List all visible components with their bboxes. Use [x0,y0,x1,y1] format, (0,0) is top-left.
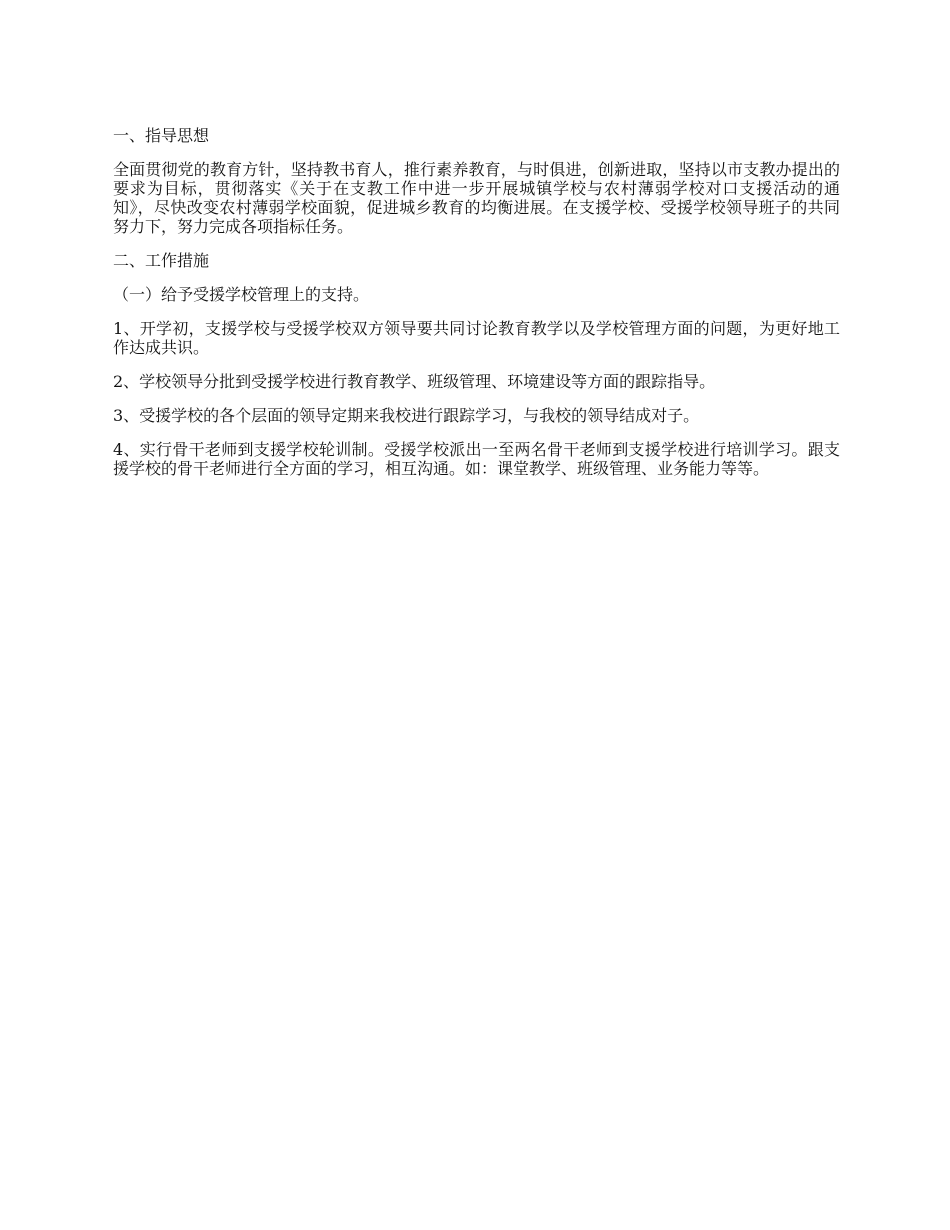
list-item-4: 4、实行骨干老师到支援学校轮训制。受援学校派出一至两名骨干老师到支援学校进行培训学习。跟支援学校的骨干老师进行全方面的学习，相互沟通。如：课堂教学、班级管理、业务能力等等。 [113,440,840,478]
list-item-2: 2、学校领导分批到受援学校进行教育教学、班级管理、环境建设等方面的跟踪指导。 [113,372,716,391]
section-heading-guiding-thought: 一、指导思想 [113,126,210,145]
list-item-1: 1、开学初，支援学校与受援学校双方领导要共同讨论教育教学以及学校管理方面的问题，为更好地工作达成共识。 [113,319,840,357]
list-item-3: 3、受援学校的各个层面的领导定期来我校进行跟踪学习，与我校的领导结成对子。 [113,406,700,425]
subsection-heading-management-support: （一）给予受援学校管理上的支持。 [113,285,370,304]
section-heading-work-measures: 二、工作措施 [113,251,210,270]
document-body [113,126,840,493]
paragraph-guiding-thought: 全面贯彻党的教育方针，坚持教书育人，推行素养教育，与时俱进，创新进取，坚持以市支教办提出的要求为目标，贯彻落实《关于在支教工作中进一步开展城镇学校与农村薄弱学校对口支援活动的通知》，尽快改变农村薄弱学校面貌，促进城乡教育的均衡进展。在支援学校、受援学校领导班子的共同努力下，努力完成各项指标任务。 [113,160,840,236]
